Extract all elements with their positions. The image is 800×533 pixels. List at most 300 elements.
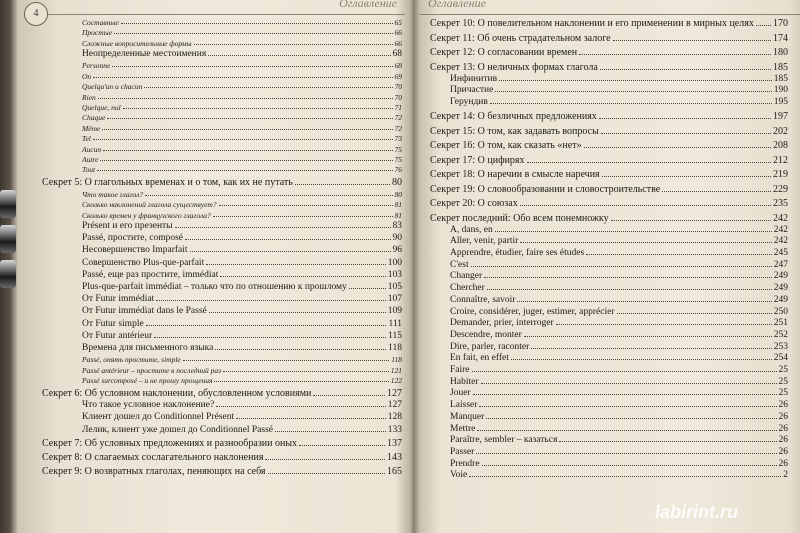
toc-entry-title: Aucun: [82, 144, 102, 154]
toc-entry: [450, 74, 788, 84]
toc-page-number: 26: [778, 400, 788, 411]
toc-entry-title: Несовершенство Imparfait: [82, 245, 188, 256]
toc-entry: [430, 169, 788, 180]
dot-leader: [121, 23, 393, 24]
dot-leader: [756, 25, 771, 26]
dot-leader: [584, 147, 771, 148]
toc-entry-title: Составные: [82, 18, 119, 27]
toc-entry: [82, 145, 402, 154]
toc-entry-title: Секрет 19: О словообразовании и словостроительстве: [430, 183, 661, 195]
toc-entry: [430, 62, 788, 73]
toc-entry-title: Demander, prier, interroger: [450, 318, 554, 329]
toc-entry-title: Dire, parler, raconter: [450, 341, 530, 352]
toc-entry: [82, 211, 402, 220]
toc-entry-title: Passer: [450, 446, 475, 457]
dot-leader: [313, 395, 385, 396]
toc-entry: [82, 200, 402, 209]
toc-entry: [450, 435, 788, 445]
toc-entry: [82, 18, 402, 27]
toc-page-number: 118: [388, 342, 402, 353]
dot-leader: [102, 129, 392, 130]
toc-entry-title: Секрет 9: О возвратных глаголах, пеняющих на себя: [42, 466, 266, 478]
dot-leader: [579, 54, 771, 55]
toc-entry-title: On: [82, 71, 92, 81]
toc-entry: [82, 400, 402, 410]
dot-leader: [601, 133, 771, 134]
dot-leader: [517, 301, 771, 302]
dot-leader: [100, 160, 392, 161]
toc-entry-title: Présent и его презенты: [82, 220, 173, 231]
dot-leader: [214, 381, 388, 382]
toc-entry: [82, 82, 402, 91]
toc-entry-title: Герундив: [450, 96, 488, 107]
toc-entry: [82, 245, 402, 255]
toc-page-number: 80: [392, 177, 402, 189]
toc-entry-title: Passé, простите, composé: [82, 233, 184, 244]
toc-entry-title: Секрет 10: О повелительном наклонении и его применении в мирных целях: [430, 18, 754, 29]
dot-leader: [511, 359, 772, 360]
dot-leader: [476, 453, 776, 454]
watermark: labirint.ru: [655, 502, 739, 522]
dot-leader: [611, 220, 771, 221]
toc-page-number: 26: [778, 446, 788, 457]
toc-page-number: 253: [773, 341, 788, 352]
toc-page-number: 68: [392, 49, 402, 60]
toc-entry: [430, 33, 788, 44]
toc-entry: [82, 113, 402, 122]
toc-page-number: 251: [773, 318, 788, 329]
toc-page-number: 247: [773, 259, 788, 270]
dot-leader: [206, 264, 386, 265]
toc-entry: [450, 318, 788, 328]
toc-page-number: 235: [773, 198, 788, 210]
dot-leader: [112, 66, 392, 67]
toc-entry-title: От Futur immédiat dans le Passé: [82, 306, 207, 317]
dot-leader: [295, 184, 390, 185]
toc-entry-title: Tout: [82, 165, 96, 175]
toc-entry: [450, 459, 788, 469]
dot-leader: [520, 205, 771, 206]
toc-page-number: 81: [394, 200, 402, 210]
toc-entry-title: Faire: [450, 365, 470, 375]
toc-entry-title: Même: [82, 123, 101, 133]
toc-entry: [450, 295, 788, 305]
binder-clip: [0, 225, 16, 253]
toc-entry: [430, 126, 788, 137]
toc-entry: [82, 39, 402, 48]
toc-page-number: 70: [394, 92, 402, 102]
toc-page-number: 80: [394, 189, 402, 199]
toc-entry: [450, 260, 788, 270]
toc-page-number: 81: [394, 210, 402, 220]
dot-leader: [98, 98, 393, 99]
toc-page-number: 107: [387, 294, 402, 305]
toc-entry: [82, 134, 402, 143]
toc-page-number: 208: [773, 140, 788, 152]
toc-entry-title: Сложные вопросительные формы: [82, 38, 192, 48]
page-number-badge: 4: [24, 2, 48, 26]
toc-entry-title: En fait, en effet: [450, 353, 509, 364]
dot-leader: [146, 325, 387, 326]
toc-page-number: 127: [387, 400, 402, 411]
toc-page-number: 72: [394, 123, 402, 133]
toc-entry-title: Секрет 16: О том, как сказать «нет»: [430, 140, 582, 152]
toc-entry-title: Chaque: [82, 113, 106, 123]
toc-page-number: 70: [394, 82, 402, 92]
toc-entry: [82, 165, 402, 174]
dot-leader: [103, 150, 392, 151]
toc-entry: [82, 366, 402, 375]
toc-entry: [450, 424, 788, 434]
dot-leader: [190, 251, 391, 252]
toc-entry: [450, 85, 788, 95]
toc-page-number: 229: [773, 183, 788, 195]
toc-page-number: 185: [773, 61, 788, 73]
dot-leader: [219, 205, 393, 206]
toc-page-number: 143: [387, 452, 402, 464]
toc-entry-title: Voie: [450, 470, 468, 481]
toc-entry-title: Apprendre, étudier, faire ses études: [450, 248, 585, 258]
toc-entry: [82, 190, 402, 199]
toc-entry: [450, 97, 788, 107]
dot-leader: [481, 383, 777, 384]
toc-entry-title: Habiter: [450, 376, 479, 387]
toc-entry: [82, 103, 402, 112]
toc-entry-title: Инфинитив: [450, 73, 498, 84]
toc-entry: [82, 306, 402, 316]
dot-leader: [183, 360, 390, 361]
toc-page-number: 75: [394, 155, 402, 164]
toc-page-number: 25: [778, 365, 788, 375]
toc-entry: [82, 93, 402, 102]
toc-page-number: 190: [773, 85, 788, 96]
dot-leader: [602, 176, 771, 177]
toc-entry-title: Секрет 8: О слагаемых сослагательного наклонения: [42, 452, 264, 464]
toc-entry-title: Секрет 14: О безличных предложениях: [430, 111, 597, 123]
toc-page-number: 90: [392, 233, 402, 244]
dot-leader: [479, 406, 776, 407]
dot-leader: [556, 324, 772, 325]
toc-entry: [42, 388, 402, 399]
toc-entry-title: Простые: [82, 28, 113, 38]
toc-entry-title: Passé antérieur – простите в последний раз: [82, 365, 222, 375]
dot-leader: [482, 465, 777, 466]
dot-leader: [469, 476, 781, 477]
dot-leader: [275, 431, 386, 432]
toc-entry-title: Descendre, monter: [450, 329, 522, 340]
toc-entry-title: Passé, опять простите, simple: [82, 355, 181, 365]
toc-entry: [82, 343, 402, 353]
toc-entry-title: Jouer: [450, 388, 471, 399]
toc-entry-title: Prendre: [450, 458, 480, 469]
toc-entry-title: Клиент дошел до Conditionnel Présent: [82, 412, 235, 423]
toc-page-number: 122: [390, 375, 402, 385]
toc-entry-title: Что такое условное наклонение?: [82, 400, 215, 411]
toc-entry: [82, 294, 402, 304]
toc-page-number: 174: [773, 32, 788, 44]
toc-entry-title: C'est: [450, 259, 469, 270]
dot-leader: [471, 266, 772, 267]
toc-entry: [450, 342, 788, 352]
toc-entry-title: Секрет 11: Об очень страдательном залоге: [430, 32, 611, 44]
toc-entry-title: Секрет 6: Об условном наклонении, обусловленном условиями: [42, 387, 312, 399]
toc-entry-title: Секрет 7: Об условных предложениях и разнообразии оных: [42, 438, 298, 450]
dot-leader: [613, 40, 771, 41]
dot-leader: [220, 276, 385, 277]
toc-page-number: 180: [773, 47, 788, 58]
toc-entry: [430, 18, 788, 29]
left-header-title: Оглавление: [339, 0, 397, 10]
dot-leader: [486, 418, 776, 419]
toc-page-number: 219: [773, 169, 788, 181]
toc-entry: [82, 376, 402, 385]
toc-page-number: 25: [778, 388, 788, 399]
dot-leader: [236, 418, 386, 419]
toc-page-number: 202: [773, 125, 788, 137]
toc-entry-title: Paraître, sembler – казаться: [450, 435, 558, 446]
toc-page-number: 249: [773, 283, 788, 294]
toc-entry: [82, 258, 402, 268]
dot-leader: [209, 312, 386, 313]
toc-entry: [430, 198, 788, 209]
toc-entry-title: Laisser: [450, 400, 478, 411]
toc-page-number: 197: [773, 111, 788, 123]
toc-entry-title: Что такое глагол?: [82, 189, 144, 199]
toc-page-number: 254: [773, 353, 788, 364]
toc-entry-title: Секрет 5: О глагольных временах и о том, как их не путать: [42, 177, 293, 189]
toc-entry: [82, 28, 402, 37]
toc-page-number: 66: [394, 28, 402, 38]
toc-entry-title: Секрет 20: О союзах: [430, 198, 518, 210]
toc-entry-title: Сколько наклонений глагола существует?: [82, 200, 217, 210]
toc-entry: [42, 438, 402, 449]
toc-entry-title: От Futur simple: [82, 318, 144, 329]
dot-leader: [156, 300, 386, 301]
dot-leader: [472, 371, 777, 372]
toc-entry: [430, 213, 788, 224]
dot-leader: [208, 55, 390, 56]
toc-entry-title: Секрет 18: О наречии в смысле наречия: [430, 169, 600, 181]
toc-page-number: 66: [394, 38, 402, 48]
toc-entry: [450, 377, 788, 387]
dot-leader: [299, 445, 385, 446]
dot-leader: [194, 44, 393, 45]
toc-entry-title: A, dans, en: [450, 224, 493, 235]
toc-page-number: 249: [773, 294, 788, 305]
toc-entry-title: Croire, considérer, juger, estimer, apprécier: [450, 306, 615, 317]
toc-entry-title: Rien: [82, 92, 96, 102]
dot-leader: [490, 103, 772, 104]
toc-page-number: 69: [394, 71, 402, 81]
binder-clip: [0, 190, 16, 218]
toc-page-number: 133: [387, 424, 402, 435]
dot-leader: [213, 216, 393, 217]
dot-leader: [185, 239, 390, 240]
toc-page-number: 105: [387, 281, 402, 292]
toc-entry: [82, 61, 402, 70]
dot-leader: [268, 473, 385, 474]
toc-page-number: 137: [387, 438, 402, 450]
toc-entry: [42, 466, 402, 477]
toc-entry-title: Секрет последний: Обо всем понемножку: [430, 212, 609, 224]
dot-leader: [559, 441, 776, 442]
toc-page-number: 75: [394, 144, 402, 154]
toc-entry-title: Passé, еще раз простите, immédiat: [82, 269, 219, 280]
dot-leader: [97, 170, 392, 171]
toc-entry: [430, 111, 788, 122]
toc-page-number: 118: [391, 355, 402, 365]
toc-page-number: 242: [773, 212, 788, 224]
toc-entry: [450, 412, 788, 422]
toc-entry-title: Mettre: [450, 423, 476, 434]
toc-page-number: 165: [387, 466, 402, 478]
toc-page-number: 2: [783, 470, 788, 481]
toc-entry-title: Quelqu'un и chacun: [82, 82, 143, 92]
dot-leader: [499, 80, 772, 81]
toc-page-number: 68: [394, 61, 402, 71]
toc-entry: [82, 233, 402, 243]
toc-entry: [42, 452, 402, 463]
toc-entry: [450, 248, 788, 258]
dot-leader: [495, 231, 772, 232]
right-toc-page: [420, 0, 800, 533]
dot-leader: [520, 242, 771, 243]
toc-page-number: 26: [778, 423, 788, 434]
binder-clip: [0, 260, 16, 288]
toc-page-number: 242: [773, 224, 788, 235]
toc-entry-title: Секрет 12: О согласовании времен: [430, 47, 578, 58]
toc-page-number: 25: [778, 376, 788, 387]
toc-entry: [450, 353, 788, 363]
toc-entry: [430, 184, 788, 195]
left-toc-page: [20, 0, 405, 533]
toc-entry-title: Секрет 17: О цифирях: [430, 154, 525, 166]
toc-entry: [450, 307, 788, 317]
dot-leader: [175, 227, 391, 228]
toc-page-number: 73: [394, 134, 402, 144]
dot-leader: [586, 254, 772, 255]
dot-leader: [531, 348, 771, 349]
toc-page-number: 250: [773, 306, 788, 317]
toc-entry: [450, 388, 788, 398]
toc-page-number: 65: [394, 18, 402, 27]
toc-entry-title: Неопределенные местоимения: [82, 49, 207, 60]
toc-page-number: 103: [387, 269, 402, 280]
toc-page-number: 128: [387, 412, 402, 423]
toc-page-number: 121: [390, 365, 402, 375]
toc-entry: [450, 236, 788, 246]
toc-entry-title: От Futur immédiat: [82, 294, 155, 305]
toc-entry-title: Времена для письменного языка: [82, 342, 214, 353]
toc-page-number: 115: [388, 330, 402, 341]
dot-leader: [114, 33, 392, 34]
dot-leader: [215, 349, 386, 350]
toc-entry-title: Personne: [82, 61, 111, 71]
toc-page-number: 195: [773, 96, 788, 107]
toc-entry: [450, 365, 788, 375]
toc-entry-title: Совершенство Plus-que-parfait: [82, 257, 205, 268]
dot-leader: [265, 459, 385, 460]
toc-entry: [450, 271, 788, 281]
toc-entry: [82, 282, 402, 292]
toc-entry-title: Секрет 13: О неличных формах глагола: [430, 61, 598, 73]
toc-page-number: 252: [773, 329, 788, 340]
toc-entry: [450, 283, 788, 293]
toc-entry: [82, 331, 402, 341]
toc-entry-title: Passé surcomposé – и не прошу прощения: [82, 375, 213, 385]
toc-entry: [82, 155, 402, 164]
dot-leader: [473, 394, 777, 395]
toc-page-number: 96: [392, 245, 402, 256]
toc-page-number: 212: [773, 154, 788, 166]
toc-page-number: 109: [387, 306, 402, 317]
dot-leader: [527, 162, 771, 163]
toc-entry-title: Tel: [82, 134, 91, 144]
toc-entry: [82, 425, 402, 435]
toc-entry: [82, 319, 402, 329]
dot-leader: [487, 289, 772, 290]
dot-leader: [495, 91, 771, 92]
toc-page-number: 249: [773, 271, 788, 282]
dot-leader: [93, 139, 393, 140]
toc-entry: [450, 470, 788, 480]
dot-leader: [154, 337, 386, 338]
toc-page-number: 83: [392, 220, 402, 231]
dot-leader: [107, 118, 392, 119]
toc-page-number: 111: [388, 318, 402, 329]
toc-page-number: 100: [387, 257, 402, 268]
dot-leader: [145, 195, 392, 196]
dot-leader: [223, 371, 389, 372]
toc-entry: [42, 177, 402, 188]
toc-entry-title: Aller, venir, partir: [450, 236, 519, 247]
toc-page-number: 245: [773, 248, 788, 258]
dot-leader: [662, 191, 771, 192]
toc-entry: [450, 330, 788, 340]
toc-entry-title: От Futur antérieur: [82, 330, 153, 341]
toc-entry: [82, 49, 402, 59]
dot-leader: [600, 69, 771, 70]
dot-leader: [216, 406, 386, 407]
toc-entry-title: Лелик, клиент уже дошел до Conditionnel Passé: [82, 424, 273, 435]
toc-page-number: 170: [773, 18, 788, 29]
dot-leader: [617, 313, 772, 314]
toc-entry: [430, 155, 788, 166]
toc-page-number: 26: [778, 411, 788, 422]
toc-page-number: 127: [387, 387, 402, 399]
right-header-title: Оглавление: [428, 0, 486, 10]
dot-leader: [144, 87, 392, 88]
dot-leader: [123, 108, 393, 109]
dot-leader: [599, 118, 771, 119]
dot-leader: [484, 277, 772, 278]
toc-entry-title: Plus-que-parfait immédiat – только что по отношению к прошлому: [82, 281, 347, 292]
dot-leader: [524, 336, 772, 337]
toc-entry: [82, 72, 402, 81]
toc-page-number: 26: [778, 458, 788, 469]
toc-page-number: 71: [394, 103, 402, 112]
dot-leader: [477, 430, 776, 431]
toc-entry: [82, 221, 402, 231]
toc-entry: [82, 270, 402, 280]
toc-entry-title: Quelque, nul: [82, 103, 121, 112]
toc-page-number: 242: [773, 236, 788, 247]
toc-entry: [82, 355, 402, 364]
toc-entry: [82, 412, 402, 422]
dot-leader: [93, 77, 392, 78]
toc-entry: [82, 124, 402, 133]
toc-entry-title: Chercher: [450, 283, 485, 294]
